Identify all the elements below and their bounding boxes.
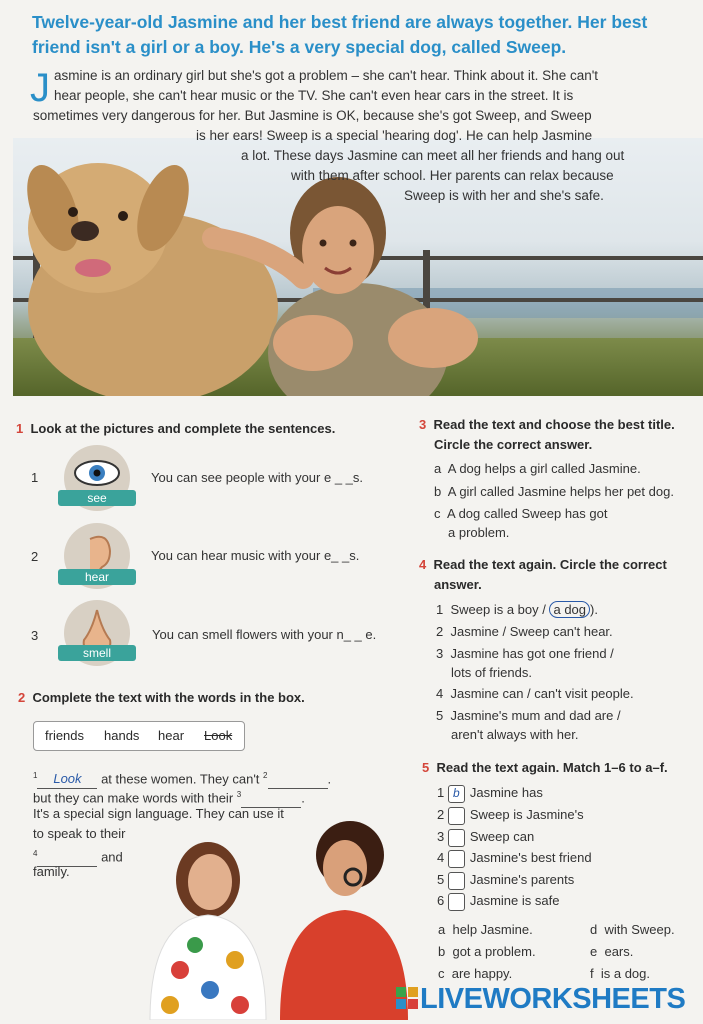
- ex4-item-5-cont: aren't always with her.: [451, 727, 579, 742]
- story-line-4: is her ears! Sweep is a special 'hearing dog'. He can help Jasmine: [196, 128, 593, 143]
- intro-heading: [32, 10, 682, 60]
- word-hands: hands: [104, 728, 140, 743]
- ex1-item-3-text: You can smell flowers with your n_ _ e.: [152, 627, 377, 642]
- tag-see: see: [58, 490, 136, 506]
- story-line-7: Sweep is with her and she's safe.: [404, 188, 604, 203]
- ex2-line-2: but they can make words with their $^3$ .: [33, 786, 305, 808]
- ex4-item-2[interactable]: 2 Jasmine / Sweep can't hear.: [436, 624, 613, 639]
- ex3-option-c-cont: a problem.: [448, 525, 510, 540]
- ending-d: d with Sweep.: [590, 922, 675, 937]
- ex1-heading: 1 Look at the pictures and complete the sentences.: [16, 421, 336, 436]
- match-box-2[interactable]: [448, 807, 465, 825]
- story-line-2: hear people, she can't hear music or the TV. She can't even hear cars in the street. It is: [54, 88, 574, 103]
- match-box-6[interactable]: [448, 893, 465, 911]
- ex4-item-1[interactable]: 1 Sweep is a boy / a dog ).: [436, 602, 598, 617]
- circled-answer: a dog: [549, 601, 590, 618]
- word-hear: hear: [158, 728, 185, 743]
- ex1-item-1-number: 1: [31, 470, 39, 485]
- ex5-row-4: 4 Jasmine's best friend: [437, 849, 592, 868]
- word-friends: friends: [45, 728, 85, 743]
- story-line-5: a lot. These days Jasmine can meet all her friends and hang out: [241, 148, 625, 163]
- ex2-heading: 2 Complete the text with the words in the box.: [18, 690, 305, 705]
- intro-line-1: Twelve-year-old Jasmine and her best friend are always together. Her best: [32, 12, 648, 32]
- word-box: [33, 721, 245, 751]
- match-box-1[interactable]: b: [448, 785, 465, 803]
- ex2-line-1: $^1$ Look at these women. They can't $^2$ .: [33, 767, 331, 789]
- ex4-item-4[interactable]: 4 Jasmine can / can't visit people.: [436, 686, 634, 701]
- ex2-line-5: $^4$ and: [33, 845, 123, 867]
- ending-b: b got a problem.: [438, 944, 536, 959]
- answer-blank-1[interactable]: Look: [37, 770, 97, 789]
- tag-hear: hear: [58, 569, 136, 585]
- ex3-heading: 3 Read the text and choose the best title.: [419, 417, 675, 432]
- ex3-option-b[interactable]: b A girl called Jasmine helps her pet dog.: [434, 484, 674, 499]
- ex1-item-3-number: 3: [31, 628, 39, 643]
- ending-f: f is a dog.: [590, 966, 651, 981]
- ex3-heading-2: Circle the correct answer.: [434, 437, 593, 452]
- ex5-heading: 5 Read the text again. Match 1–6 to a–f.: [422, 760, 668, 775]
- word-look: Look: [204, 728, 233, 743]
- ex5-row-6: 6 Jasmine is safe: [437, 892, 559, 911]
- ex5-row-5: 5 Jasmine's parents: [437, 871, 574, 890]
- ex2-line-4: to speak to their: [33, 826, 126, 841]
- story-line-3: sometimes very dangerous for her. But Jasmine is OK, because she's got Sweep, and Sweep: [33, 108, 592, 123]
- ending-c: c are happy.: [438, 966, 513, 981]
- signing-women-photo: [140, 820, 420, 1020]
- ex5-row-2: 2 Sweep is Jasmine's: [437, 806, 584, 825]
- ex5-row-1: 1 b Jasmine has: [437, 784, 543, 803]
- ex1-item-2-text: You can hear music with your e_ _s.: [151, 548, 360, 563]
- ex4-item-3-cont: lots of friends.: [451, 665, 532, 680]
- ex2-line-3: It's a special sign language. They can use it: [33, 806, 284, 821]
- ex5-row-3: 3 Sweep can: [437, 828, 534, 847]
- ex4-heading-2: answer.: [434, 577, 482, 592]
- logo-grid-icon: [396, 987, 418, 1009]
- ex4-item-5[interactable]: 5 Jasmine's mum and dad are /: [436, 708, 621, 723]
- ex3-option-a[interactable]: a A dog helps a girl called Jasmine.: [434, 461, 641, 476]
- match-box-3[interactable]: [448, 829, 465, 847]
- ending-e: e ears.: [590, 944, 634, 959]
- match-box-5[interactable]: [448, 872, 465, 890]
- tag-smell: smell: [58, 645, 136, 661]
- ex4-item-3[interactable]: 3 Jasmine has got one friend /: [436, 646, 614, 661]
- story-line-6: with them after school. Her parents can relax because: [291, 168, 614, 183]
- ex1-item-1-text: You can see people with your e _ _s.: [151, 470, 363, 485]
- ex3-option-c[interactable]: c A dog called Sweep has got: [434, 506, 608, 521]
- ex1-item-2-number: 2: [31, 549, 39, 564]
- story-line-1: asmine is an ordinary girl but she's got a problem – she can't hear. Think about it. She can't: [54, 68, 599, 83]
- ending-a: a help Jasmine.: [438, 922, 533, 937]
- ex2-line-6: family.: [33, 864, 70, 879]
- drop-cap: J: [30, 66, 50, 110]
- liveworksheets-logo[interactable]: LIVEWORKSHEETS: [396, 983, 685, 1016]
- ex4-heading: 4 Read the text again. Circle the correct: [419, 557, 667, 572]
- intro-line-2: friend isn't a girl or a boy. He's a very special dog, called Sweep.: [32, 37, 567, 57]
- match-box-4[interactable]: [448, 850, 465, 868]
